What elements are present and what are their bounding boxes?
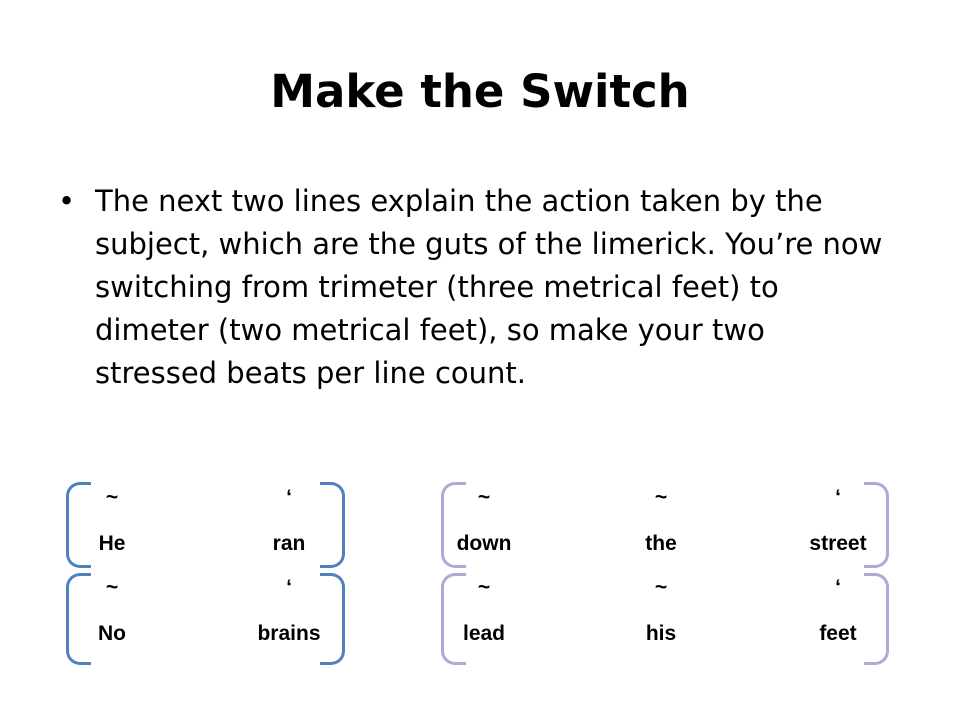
stress-mark: ~ [105, 576, 119, 599]
stress-mark: ~ [654, 486, 668, 509]
syllable-word: No [98, 622, 126, 645]
syllable-word: his [645, 622, 677, 645]
syllable-word: the [645, 532, 677, 555]
stress-mark: ~ [477, 486, 491, 509]
stress-mark: ‘ [835, 576, 841, 599]
syllable-word: ran [272, 532, 306, 555]
stress-mark: ‘ [835, 486, 841, 509]
bullet-marker: • [58, 184, 76, 218]
slide-title: Make the Switch [270, 65, 690, 118]
syllable-word: street [809, 532, 867, 555]
syllable-word: brains [257, 622, 321, 645]
stress-mark: ~ [477, 576, 491, 599]
stress-mark: ~ [105, 486, 119, 509]
stress-mark: ‘ [286, 486, 292, 509]
syllable-word: lead [462, 622, 506, 645]
stress-mark: ‘ [286, 576, 292, 599]
stress-mark: ~ [654, 576, 668, 599]
bullet-text: The next two lines explain the action taken by the subject, which are the guts of the limerick. You’re now switching from trimeter (three metrical feet) to dimeter (two metrical feet), so make your two stressed beats per line count. [95, 184, 883, 390]
syllable-word: feet [819, 622, 857, 645]
syllable-word: down [456, 532, 512, 555]
syllable-word: He [98, 532, 126, 555]
